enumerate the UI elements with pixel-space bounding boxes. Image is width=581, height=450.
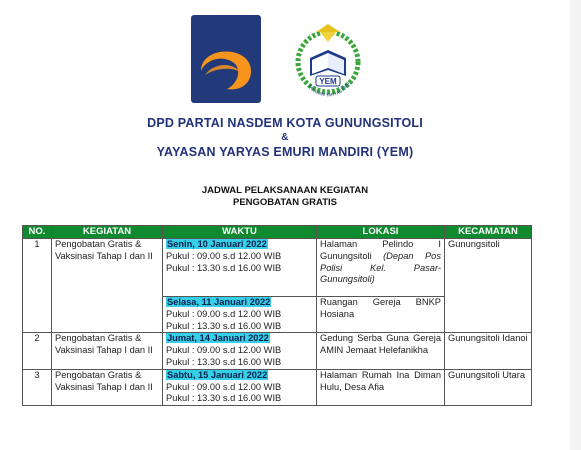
row-no: 1 <box>23 239 52 333</box>
header-waktu: WAKTU <box>163 226 317 239</box>
row-kegiatan: Pengobatan Gratis & Vaksinasi Tahap I dan II <box>52 239 163 333</box>
table-header-row <box>23 226 532 239</box>
yem-logo <box>290 20 366 104</box>
row-day: Jumat, 14 Januari 2022 <box>167 333 269 344</box>
schedule-title-line2: PENGOBATAN GRATIS <box>233 197 337 208</box>
row-no: 3 <box>23 369 52 405</box>
yem-logo-ring-text: YAYASAN YARYAS EMU <box>307 81 351 98</box>
org-title-ampersand: & <box>281 132 289 143</box>
row-no: 2 <box>23 333 52 369</box>
row-time-afternoon: Pukul : 13.30 s.d 16.00 WIB <box>166 320 282 331</box>
row-time-afternoon: Pukul : 13.30 s.d 16.00 WIB <box>166 262 282 273</box>
row-lokasi: Ruangan Gereja BNKP Hosiana <box>317 297 445 333</box>
row-lokasi <box>317 239 445 297</box>
row-time-morning: Pukul : 09.00 s.d 12.00 WIB <box>166 381 282 392</box>
row-day: Sabtu, 15 Januari 2022 <box>167 369 268 380</box>
header-kecamatan: KECAMATAN <box>445 226 532 239</box>
row-time-afternoon: Pukul : 13.30 s.d 16.00 WIB <box>166 393 282 404</box>
row-lokasi-note: (Depan Pos Polisi Kel. Pasar-Gunungsitoli) <box>320 250 441 285</box>
org-title-yem: YAYASAN YARYAS EMURI MANDIRI (YEM) <box>156 145 414 159</box>
header-lokasi: LOKASI <box>317 226 445 239</box>
row-kecamatan: Gunungsitoli Utara <box>445 369 532 405</box>
row-lokasi: Halaman Rumah Ina Diman Hulu, Desa Afia <box>317 369 445 405</box>
nasdem-logo <box>191 15 261 103</box>
table-row <box>23 333 532 369</box>
table-row <box>23 369 532 405</box>
row-kegiatan: Pengobatan Gratis & Vaksinasi Tahap I dan II <box>52 333 163 369</box>
yem-logo-mark <box>290 20 366 104</box>
schedule-title-line1: JADWAL PELAKSANAAN KEGIATAN <box>201 185 369 196</box>
row-time-morning: Pukul : 09.00 s.d 12.00 WIB <box>166 345 282 356</box>
row-kecamatan: Gunungsitoli <box>445 239 532 333</box>
header-no: NO. <box>23 226 52 239</box>
row-lokasi-name: Halaman Pelindo I Gunungsitoli <box>320 239 441 261</box>
row-time-afternoon: Pukul : 13.30 s.d 16.00 WIB <box>166 356 282 367</box>
table-row <box>23 239 532 297</box>
org-title-nasdem: DPD PARTAI NASDEM KOTA GUNUNGSITOLI <box>147 116 423 130</box>
row-waktu <box>163 239 317 297</box>
schedule-table <box>22 225 532 406</box>
row-lokasi: Gedung Serba Guna Gereja AMIN Jemaat Helefanikha <box>317 333 445 369</box>
yem-logo-text: YEM <box>319 77 337 86</box>
header-kegiatan: KEGIATAN <box>52 226 163 239</box>
logo-row <box>0 12 570 112</box>
row-day: Selasa, 11 Januari 2022 <box>167 297 271 307</box>
row-waktu <box>163 333 317 369</box>
row-time-morning: Pukul : 09.00 s.d 12.00 WIB <box>166 250 282 261</box>
row-day: Senin, 10 Januari 2022 <box>167 239 267 249</box>
row-waktu <box>163 297 317 333</box>
row-time-morning: Pukul : 09.00 s.d 12.00 WIB <box>166 308 282 319</box>
row-kecamatan: Gunungsitoli Idanoi <box>445 333 532 369</box>
row-kegiatan: Pengobatan Gratis & Vaksinasi Tahap I dan II <box>52 369 163 405</box>
row-waktu <box>163 369 317 405</box>
nasdem-logo-mark <box>191 15 261 103</box>
